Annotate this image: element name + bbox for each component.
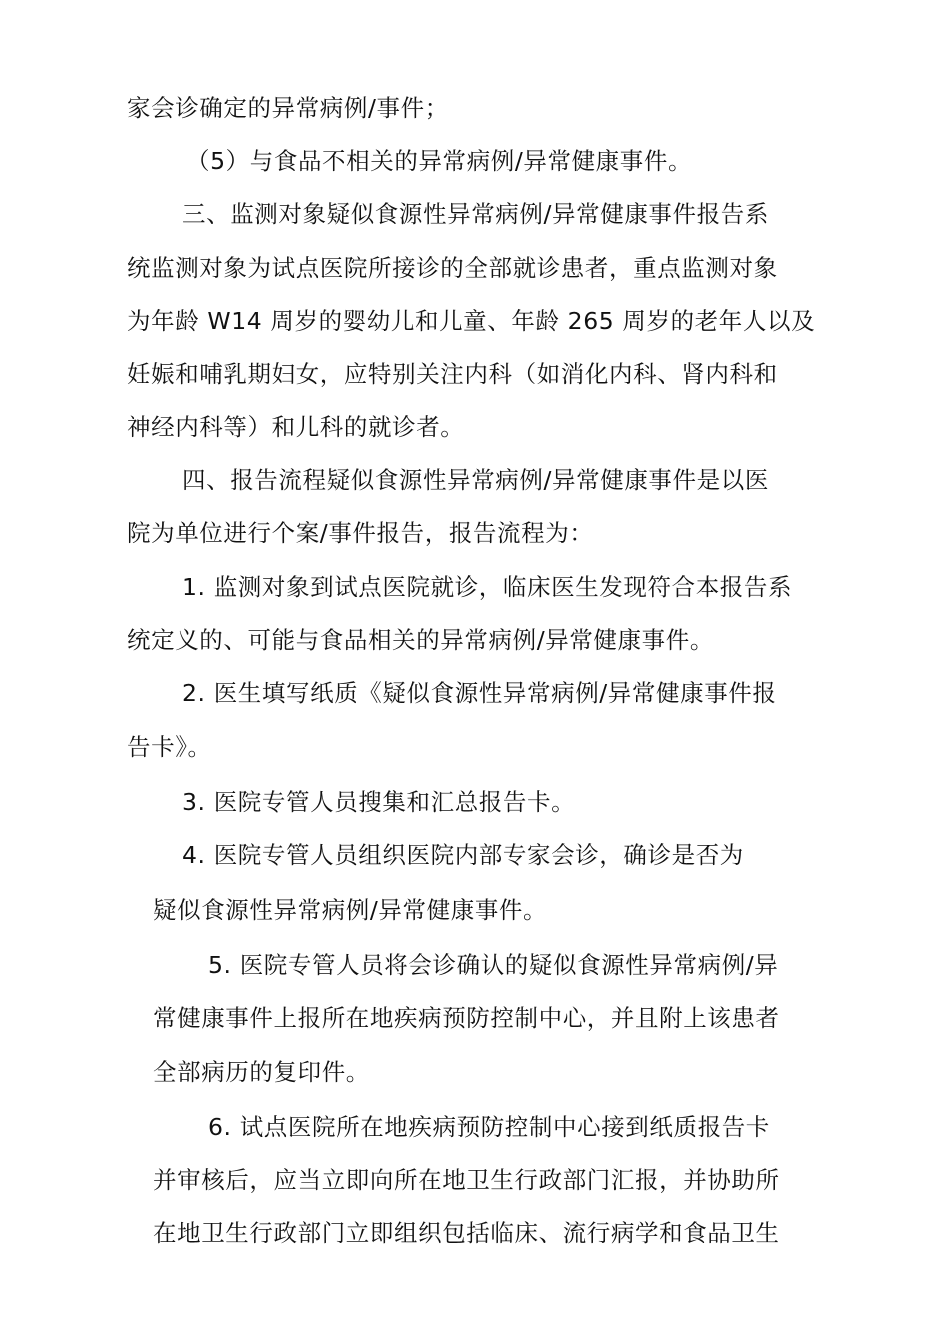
text-line-16: 疑似食源性异常病例/异常健康事件。 <box>153 896 548 924</box>
text-line-10: 1. 监测对象到试点医院就诊，临床医生发现符合本报告系 <box>182 573 793 601</box>
text-line-6: 妊娠和哺乳期妇女，应特别关注内科（如消化内科、肾内科和 <box>127 360 778 388</box>
text-line-14: 3. 医院专管人员搜集和汇总报告卡。 <box>182 788 576 816</box>
text-line-3: 三、监测对象疑似食源性异常病例/异常健康事件报告系 <box>182 200 769 228</box>
text-line-8: 四、报告流程疑似食源性异常病例/异常健康事件是以医 <box>182 466 769 494</box>
text-line-5: 为年龄 W14 周岁的婴幼儿和儿童、年龄 265 周岁的老年人以及 <box>127 307 816 335</box>
text-line-11: 统定义的、可能与食品相关的异常病例/异常健康事件。 <box>127 626 714 654</box>
text-line-21: 并审核后，应当立即向所在地卫生行政部门汇报，并协助所 <box>153 1166 780 1194</box>
text-line-15: 4. 医院专管人员组织医院内部专家会诊，确诊是否为 <box>182 841 744 869</box>
text-line-20: 6. 试点医院所在地疾病预防控制中心接到纸质报告卡 <box>208 1113 770 1141</box>
text-line-4: 统监测对象为试点医院所接诊的全部就诊患者，重点监测对象 <box>127 254 778 282</box>
text-line-12: 2. 医生填写纸质《疑似食源性异常病例/异常健康事件报 <box>182 679 777 707</box>
text-line-13: 告卡》。 <box>127 733 212 761</box>
text-line-2: （5）与食品不相关的异常病例/异常健康事件。 <box>186 147 693 175</box>
text-line-22: 在地卫生行政部门立即组织包括临床、流行病学和食品卫生 <box>153 1219 780 1247</box>
text-line-9: 院为单位进行个案/事件报告，报告流程为： <box>127 519 594 547</box>
text-line-19: 全部病历的复印件。 <box>153 1058 370 1086</box>
text-line-1: 家会诊确定的异常病例/事件； <box>127 94 449 122</box>
text-line-7: 神经内科等）和儿科的就诊者。 <box>127 413 465 441</box>
text-line-18: 常健康事件上报所在地疾病预防控制中心，并且附上该患者 <box>153 1004 780 1032</box>
text-line-17: 5. 医院专管人员将会诊确认的疑似食源性异常病例/异 <box>208 951 779 979</box>
